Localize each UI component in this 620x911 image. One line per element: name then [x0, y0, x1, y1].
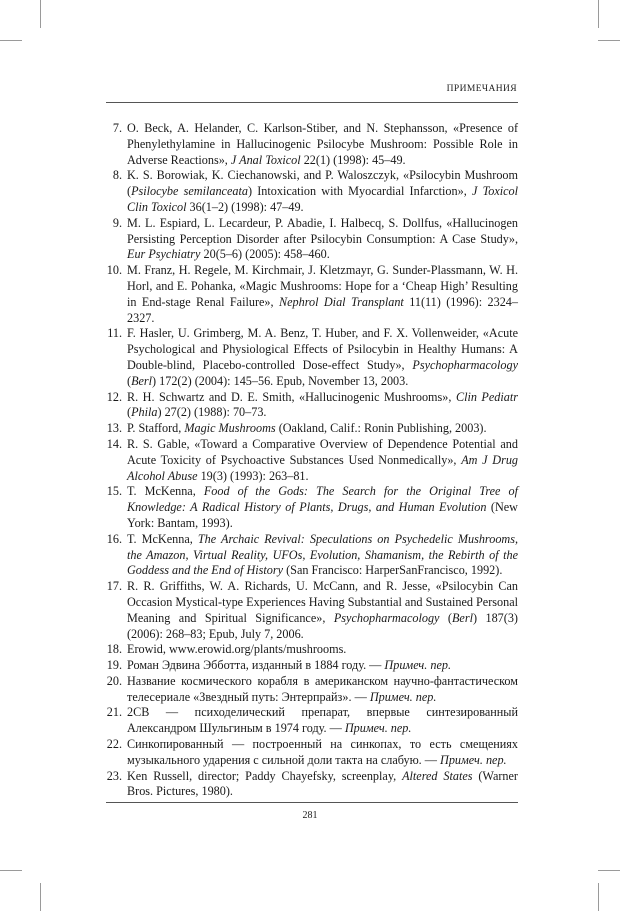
endnote-italic-text: Eur Psychiatry [127, 247, 201, 262]
endnote-italic-text: The Archaic Revival: Speculations on Psychedelic Mushrooms, the Amazon, Virtual Reality, UFOs, Evolution, Shamanism, the Rebirth of the Goddess and the End of History [127, 531, 519, 578]
endnote-text: ) 187(3) (2006): 268–83; Epub, July 7, 2006. [127, 610, 518, 641]
endnote-item [106, 421, 518, 437]
endnote-text: 36(1–2) (1998): 47–49. [186, 199, 304, 214]
endnote-number: 7. [112, 121, 122, 135]
endnote-number: 8. [112, 168, 122, 183]
endnote-text: K. S. Borowiak, K. Ciechanowski, and P. Waloszczyk, «Psilocybin Mushroom ( [127, 168, 518, 199]
endnote-text: ( [439, 610, 452, 625]
endnote-italic-text: Примеч. пер. [344, 721, 412, 736]
endnote-number: 16. [106, 531, 122, 546]
endnote-text: 20(5–6) (2005): 458–460. [200, 247, 330, 262]
endnote-number: 10. [106, 263, 122, 278]
endnote-text: P. Stafford, [127, 421, 185, 436]
endnotes-list [106, 121, 518, 800]
crop-mark [40, 0, 41, 28]
endnote-text: Роман Эдвина Эбботта, изданный в 1884 году. — [127, 658, 385, 673]
endnote-item [106, 532, 518, 579]
endnote-number: 23. [106, 768, 122, 783]
endnote-italic-text: Psychopharmacology [333, 610, 440, 625]
endnote-text: R. R. Griffiths, W. A. Richards, U. McCann, and R. Jesse, «Psilocybin Can Occasion Mystical-type Experiences Having Substantial and Sustained Personal Meaning and Spiritual Significance», [127, 579, 518, 625]
endnote-text: M. Franz, H. Regele, M. Kirchmair, J. Kletzmayr, G. Sunder-Plassmann, W. H. Horl, and E. Pohanka, «Magic Mushrooms: Hope for a ‘Cheap High’ Resulting in End-stage Renal Failure», [127, 263, 518, 309]
endnote-item [106, 326, 518, 389]
endnote-text: ) 27(2) (1988): 70–73. [157, 405, 267, 420]
footer-rule [106, 802, 518, 803]
header-rule [106, 102, 518, 103]
endnote-item [106, 216, 518, 263]
endnote-italic-text: Psychopharmacology [412, 357, 518, 372]
endnote-italic-text: Clin Pediatr [455, 389, 518, 404]
endnote-text: Название космического корабля в американском научно-фантастическом телесериале «Звездный путь: Энтерпрайз». — [127, 673, 518, 704]
endnote-item [106, 484, 518, 531]
endnote-italic-text: Примеч. пер. [369, 689, 437, 704]
endnote-italic-text: Magic Mushrooms [184, 421, 276, 436]
endnote-italic-text: Примеч. пер. [384, 658, 451, 673]
endnote-item [106, 705, 518, 737]
endnote-text: F. Hasler, U. Grimberg, M. A. Benz, T. Huber, and F. X. Vollenweider, «Acute Psychological and Physiological Effects of Psilocybin in Healthy Humans: A Double-blind, Placebo-controlled Dose-effect Study», [127, 326, 518, 372]
endnote-italic-text: Berl [131, 373, 153, 388]
endnote-italic-text: Nephrol Dial Transplant [278, 294, 404, 309]
endnote-text: 22(1) (1998): 45–49. [300, 152, 406, 167]
endnote-text: (San Francisco: HarperSanFrancisco, 1992). [283, 563, 503, 578]
endnote-number: 20. [106, 673, 122, 688]
page-number: 281 [302, 810, 318, 821]
endnote-text: R. H. Schwartz and D. E. Smith, «Hallucinogenic Mushrooms», [127, 389, 456, 404]
endnote-number: 9. [112, 215, 122, 230]
endnote-item [106, 437, 518, 484]
endnote-italic-text: J Anal Toxicol [230, 152, 301, 167]
crop-mark [598, 870, 620, 871]
endnote-text: Erowid, www.erowid.org/plants/mushrooms. [127, 642, 347, 657]
crop-mark [598, 40, 620, 41]
endnote-number: 17. [106, 579, 122, 594]
endnote-item [106, 579, 518, 642]
endnote-text: Синкопированный — построенный на синкопах, то есть смещениях музыкального ударения с сильной доли такта на слабую. — [127, 737, 518, 767]
endnote-italic-text: Psilocybe semilanceata [131, 184, 248, 199]
endnote-text: (Oakland, Calif.: Ronin Publishing, 2003). [275, 421, 487, 436]
endnote-number: 13. [106, 421, 122, 436]
endnote-item [106, 168, 518, 215]
endnote-item [106, 642, 518, 658]
endnote-number: 12. [106, 389, 122, 404]
endnote-text: 11(11) (1996): 2324–2327. [127, 294, 518, 325]
endnote-text: (New York: Bantam, 1993). [127, 500, 518, 530]
endnote-item [106, 658, 518, 674]
endnote-item [106, 263, 518, 326]
running-head: ПРИМЕЧАНИЯ [446, 84, 517, 94]
endnote-item [106, 121, 518, 168]
endnote-item [106, 769, 518, 801]
endnote-text: 2CB — психоделический препарат, впервые синтезированный Александром Шульгиным в 1974 году. — [127, 705, 518, 736]
crop-mark [40, 883, 41, 911]
crop-mark [598, 0, 599, 28]
endnote-text: T. McKenna, [127, 484, 204, 499]
endnote-text: Ken Russell, director; Paddy Chayefsky, screenplay, [127, 768, 403, 783]
endnote-text: 19(3) (1993): 263–81. [197, 468, 309, 483]
endnote-number: 15. [106, 484, 122, 499]
endnote-italic-text: Food of the Gods: The Search for the Original Tree of Knowledge: A Radical History of Plants, Drugs, and Human Evolution [127, 484, 518, 515]
endnote-italic-text: Примеч. пер. [440, 752, 507, 767]
crop-mark [598, 883, 599, 911]
endnote-text: M. L. Espiard, L. Lecardeur, P. Abadie, I. Halbecq, S. Dollfus, «Hallucinogen Persisting Perception Disorder after Psilocybin Consumption: A Case Study», [127, 215, 518, 246]
endnote-text: ) 172(2) (2004): 145–56. Epub, November 13, 2003. [152, 373, 409, 388]
endnote-text: ) Intoxication with Myocardial Infarction», [247, 184, 472, 199]
endnote-italic-text: J Toxicol Clin Toxicol [127, 184, 519, 214]
endnote-number: 11. [107, 326, 122, 341]
endnote-number: 19. [106, 658, 122, 673]
endnote-text: ( [127, 373, 132, 388]
endnote-number: 21. [106, 705, 122, 720]
endnote-text: ( [127, 405, 132, 420]
endnote-number: 18. [106, 642, 122, 657]
endnote-text: (Warner Bros. Pictures, 1980). [127, 768, 518, 799]
crop-mark [0, 870, 22, 871]
endnote-text: R. S. Gable, «Toward a Comparative Overview of Dependence Potential and Acute Toxicity of Psychoactive Substances Used Nonmedically», [127, 436, 518, 467]
endnote-item [106, 390, 518, 422]
endnote-number: 22. [106, 737, 122, 752]
endnote-italic-text: Am J Drug Alcohol Abuse [127, 452, 519, 483]
endnote-italic-text: Berl [451, 610, 473, 625]
endnote-item [106, 737, 518, 769]
endnote-text: O. Beck, A. Helander, C. Karlson-Stiber, and N. Stephansson, «Presence of Phenylethylamine in Hallucinogenic Psilocybe Mushroom: Possible Role in Adverse Reactions», [127, 121, 518, 167]
endnote-number: 14. [106, 436, 122, 451]
crop-mark [0, 40, 22, 41]
endnote-italic-text: Altered States [402, 768, 473, 783]
endnote-item [106, 674, 518, 706]
endnote-italic-text: Phila [131, 405, 158, 420]
endnote-text: T. McKenna, [127, 531, 198, 546]
